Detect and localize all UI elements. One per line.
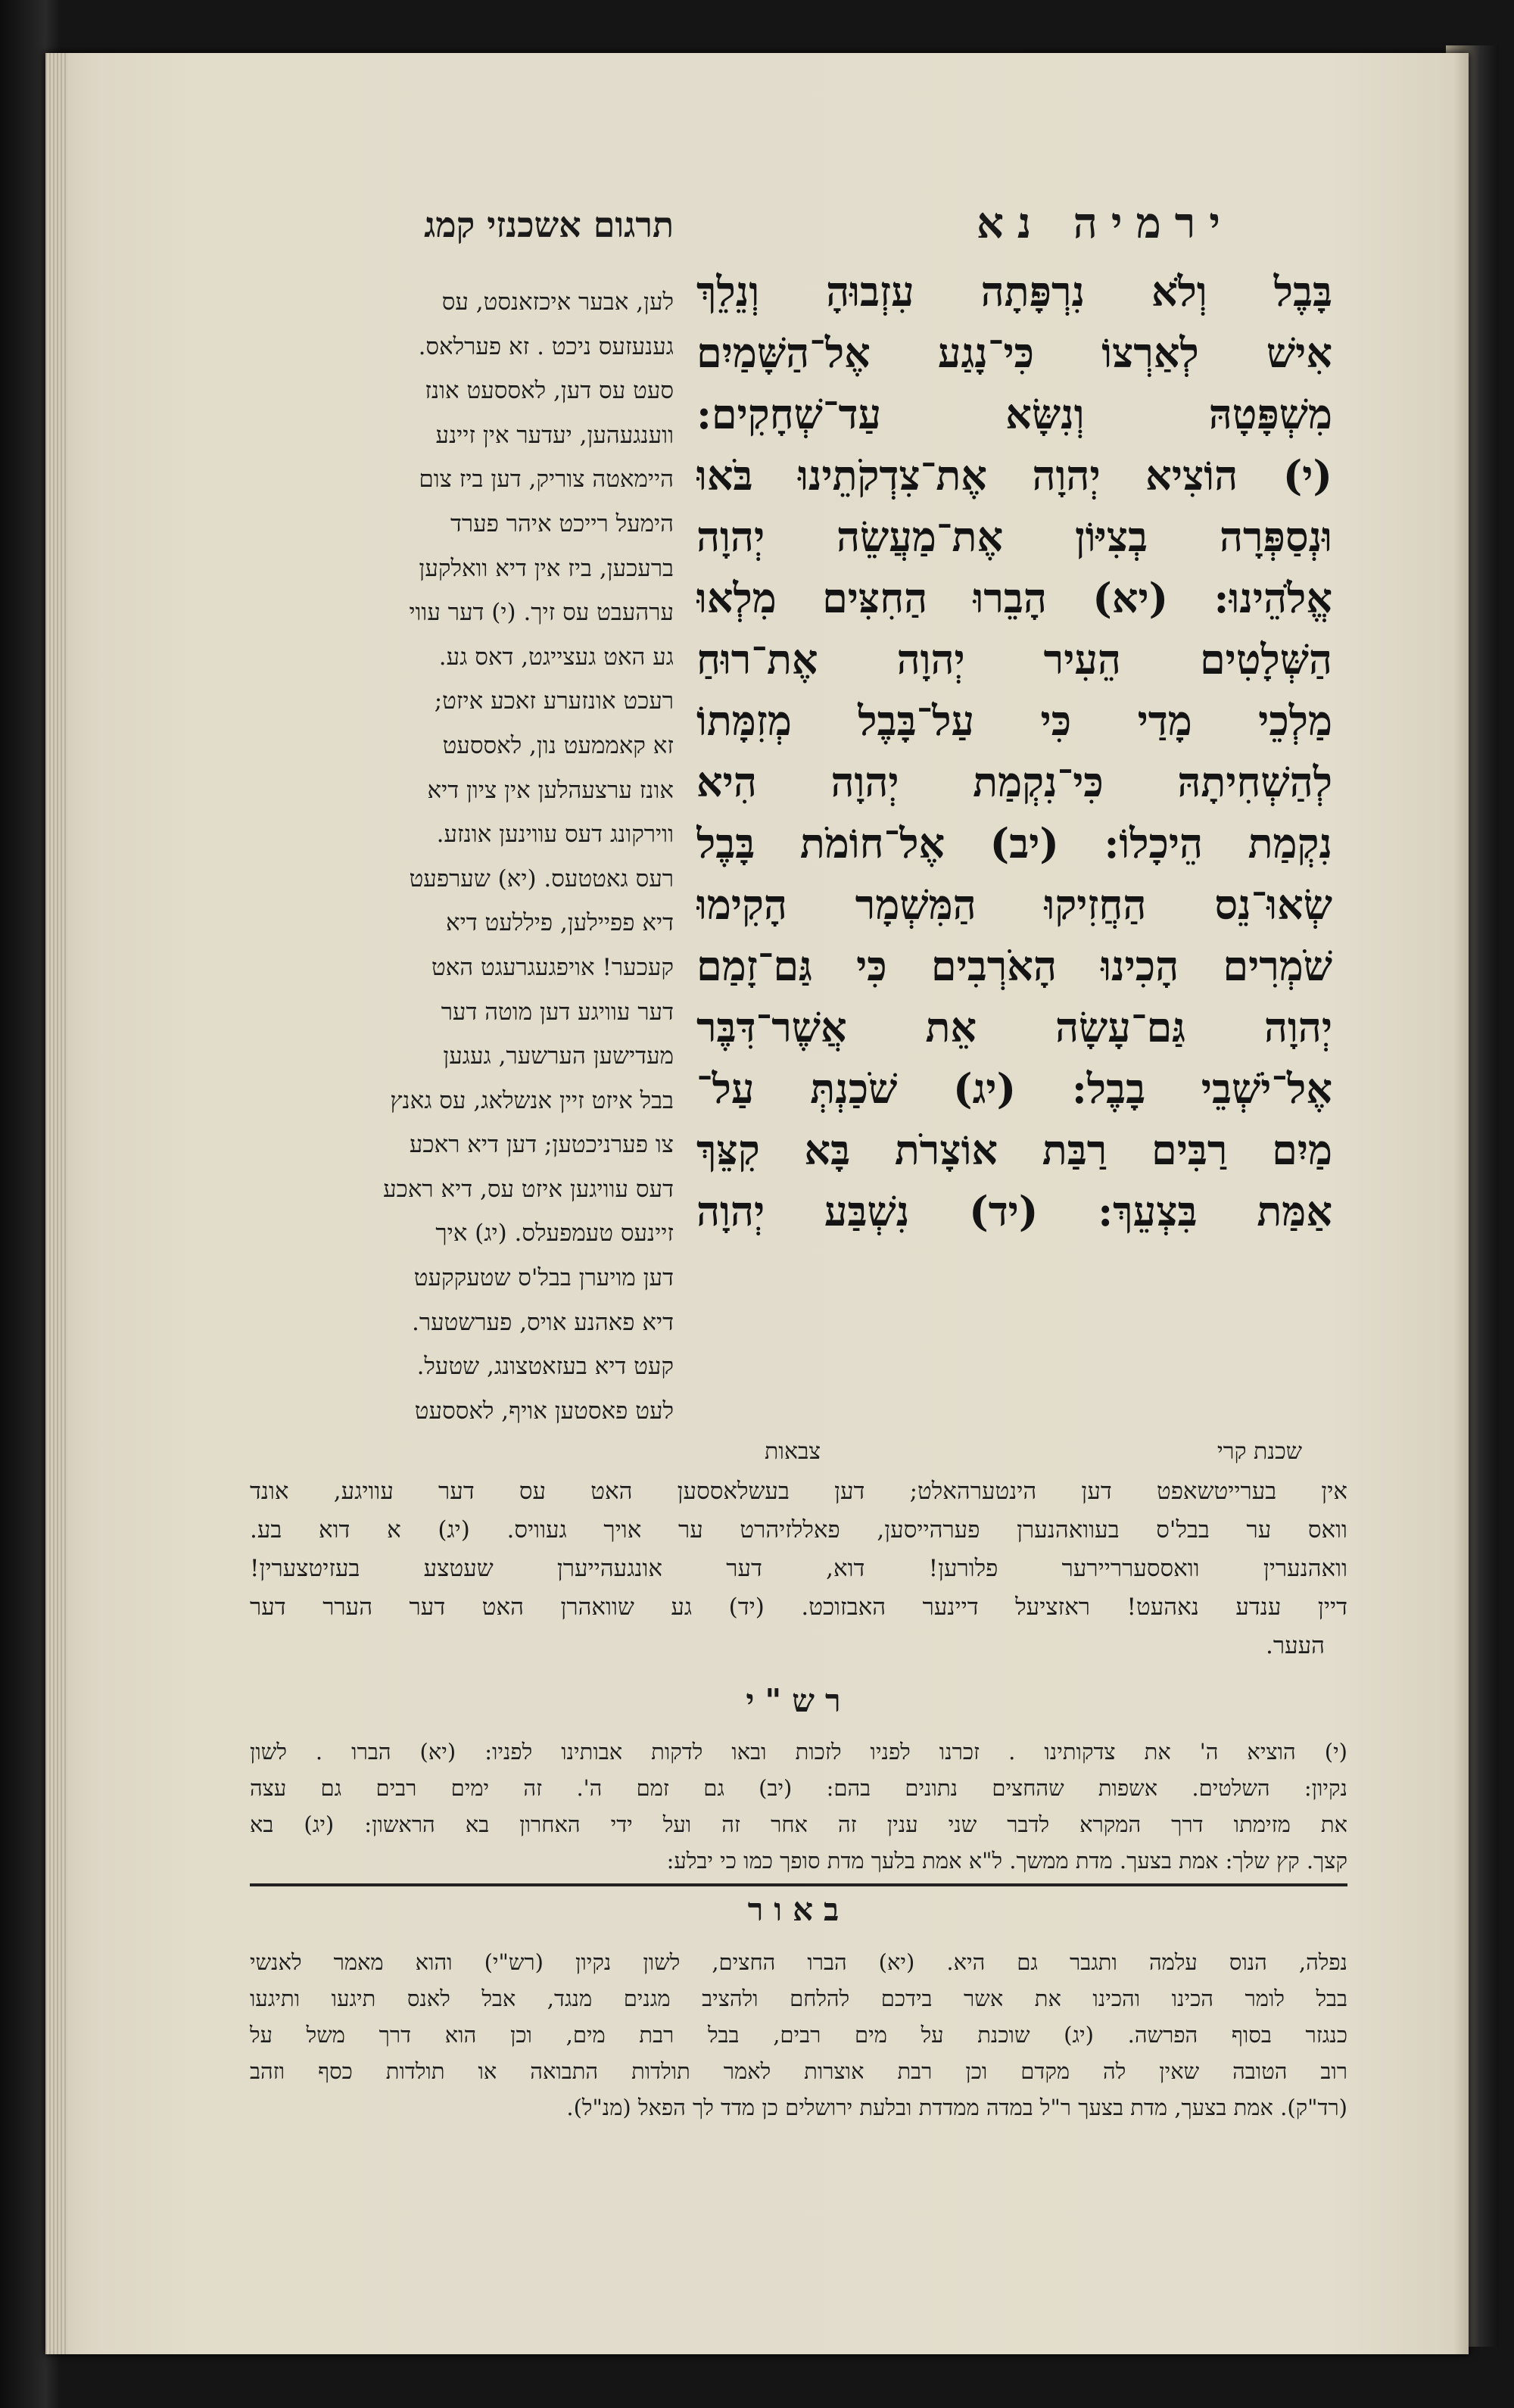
hebrew-verse-line: יְהוָה גַּם־עָשָׂה אֵת אֲשֶׁר־דִּבֶּר <box>696 1003 1332 1051</box>
commentary-line: נפלה, הנוס עלמה ותגבר גם היא. (יא) הברו החצים, לשון נקיון (רש"י) והוא מאמר לאנשי <box>250 1949 1347 1975</box>
rashi-commentary <box>250 1734 1347 1879</box>
translation-line: זיינעס טעמפעלס. (יג) איך <box>435 1220 674 1248</box>
translation-line: ווענגעהען, יעדער אין זיינע <box>435 421 674 449</box>
page-gutter <box>45 53 68 2354</box>
commentary-line: (רד"ק). אמת בצעך, מדת בצעך ר"ל במדה ממדדת ובלעת ירושלים כן מדד לך הפאל (מנ"ל). <box>566 2095 1347 2120</box>
translation-continuation <box>250 1472 1347 1665</box>
rashi-heading: רש"י <box>746 1682 852 1719</box>
translation-line: קעט דיא בעזאטצונג, שטעל. <box>416 1353 674 1381</box>
running-header-translation: תרגום אשכנזי קמג <box>424 204 674 245</box>
marginal-notes <box>696 1438 1332 1469</box>
translation-line: קעכער! אויפגעגרעגט האט <box>431 953 674 981</box>
hebrew-text-column <box>696 261 1332 1242</box>
commentary-line: נקיון: השלטים. אשפות שהחצים נתונים בהם: (יב) גם זמם ה'. זה ימים רבים גם עצה <box>250 1775 1347 1801</box>
running-header-book: ירמיה נא <box>977 198 1234 248</box>
translation-line: רעס גאטטעס. (יא) שערפעט <box>409 864 674 892</box>
translation-line: דיין ענדע נאהעט! ראזציעל דיינער האבזוכט. (יד) גע שוואהרן האט דער הערר דער <box>250 1593 1347 1621</box>
hebrew-verse-line: אֱלֹהֵינוּ: (יא) הָבֵרוּ הַחִצִּים מִלְאוּ <box>696 574 1332 622</box>
translation-line: ברעכען, ביז אין דיא וואלקען <box>419 554 674 582</box>
hebrew-verse-line: מַלְכֵי מָדַי כִּי עַל־בָּבֶל מְזִמָּתוֹ <box>696 696 1332 745</box>
translation-line: וואס ער בבל'ס בעוואהנערן פערהייסען, פאללזיהרט ער אויך געוויס. (יג) א דוא בע. <box>250 1516 1347 1544</box>
translation-line: ווירקונג דעס עווינען אונזע. <box>436 821 674 849</box>
commentary-line: בבל לומר הכינו והכינו את אשר בידכם להלחם ולהציב מגנים מנגד, אבל לאנס תיגעו ותיגעו <box>250 1986 1347 2011</box>
commentary-line: רוב הטובה שאין לה מקדם וכן רבת אוצרות לאמר תולדות התבואה או תולדות כסף וזהב <box>250 2058 1347 2084</box>
hebrew-verse-line: הַשְּׁלָטִים הֵעִיר יְהוָה אֶת־רוּחַ <box>696 635 1332 684</box>
hebrew-verse-line: וּנְסַפְּרָה בְצִיּוֹן אֶת־מַעֲשֵׂה יְהוָה <box>696 512 1332 561</box>
hebrew-verse-line: (י) הוֹצִיא יְהוָה אֶת־צִדְקֹתֵינוּ בֹּאוּ <box>696 451 1332 500</box>
translation-line: אונז ערצעהלען אין ציון דיא <box>427 776 674 804</box>
commentary-line: כנגזר בסוף הפרשה. (יג) שוכנת על מים רבים, בבל רבת מים, וכן הוא דרך משל על <box>250 2022 1347 2048</box>
translation-line: דער עוויגע דען מוטה דער <box>441 998 674 1026</box>
translation-line: ערהעבט עס זיך. (י) דער עווי <box>409 599 674 627</box>
biur-heading: באור <box>747 1891 850 1928</box>
hebrew-verse-line: נִקְמַת הֵיכָלוֹ: (יב) אֶל־חוֹמֹת בָּבֶל <box>696 819 1332 868</box>
translation-line: צו פערניכטען; דען דיא ראכע <box>409 1131 674 1159</box>
variant-note: צבאות <box>765 1438 821 1465</box>
biur-commentary <box>250 1944 1347 2126</box>
hebrew-verse-line: אַמַּת בִּצְעֵךְ: (יד) נִשְׁבַּע יְהוָה <box>696 1187 1332 1235</box>
translation-line: סעט עס דען, לאססעט אונז <box>425 377 674 405</box>
hebrew-verse-line: מִשְׁפָּטָהּ וְנִשָּׂא עַד־שְׁחָקִים: <box>696 390 1332 438</box>
translation-line: דיא פפיילען, פיללעט דיא <box>445 909 674 937</box>
commentary-line: (י) הוציא ה' את צדקותינו . זכרנו לפניו לזכות ובאו לדקות אבותינו לפניו: (יא) הברו . לשון <box>250 1739 1347 1765</box>
hebrew-verse-line: שְׂאוּ־נֵס הַחֲזִיקוּ הַמִּשְׁמָר הָקִימוּ <box>696 880 1332 929</box>
translation-line: היימאטה צוריק, דען ביז צום <box>419 466 674 494</box>
hebrew-verse-line: לְהַשְׁחִיתָהּ כִּי־נִקְמַת יְהוָה הִיא <box>696 758 1332 806</box>
translation-line: בבל איזט זיין אנשלאג, עס גאנץ <box>390 1086 674 1114</box>
hebrew-verse-line: אֶל־יֹשְׁבֵי בָבֶל: (יג) שֹׁכַנְתְּ עַל־ <box>696 1064 1332 1113</box>
translation-line: הימעל רייכט איהר פערד <box>450 509 674 537</box>
translation-line: רעכט אונזערע זאכע איזט; <box>434 687 674 715</box>
commentary-line: קצך. קץ שלך: אמת בצעך. מדת ממשך. ל"א אמת בלעך מדת סופך כמו כי יבלע: <box>666 1848 1347 1874</box>
translation-line: לעט פאסטען אויף, לאססעט <box>414 1397 674 1425</box>
translation-line: זא קאממעט נון, לאססעט <box>442 731 674 759</box>
translation-line: אין בערייטשאפט דען הינטערהאלט; דען בעשלאססען האט עס דער עוויגע, אונד <box>250 1478 1347 1505</box>
hebrew-verse-line: שֹׁמְרִים הָכִינוּ הָאֹרְבִים כִּי גַּם־זָמַם <box>696 942 1332 990</box>
hebrew-verse-line: אִישׁ לְאַרְצוֹ כִּי־נָגַע אֶל־הַשָּׁמַיִם <box>696 329 1332 377</box>
translation-line: וואהנערין וואססערריירער פלורען! דוא, דער אונגעהייערן שעטצע בעזיטצערין! <box>250 1555 1347 1582</box>
section-divider <box>250 1883 1347 1886</box>
hebrew-verse-line: מַיִם רַבִּים רַבַּת אוֹצָרֹת בָּא קִצֵּךְ <box>696 1126 1332 1174</box>
translation-line: דיא פאהנע אויס, פערשטער. <box>412 1308 674 1336</box>
translation-line: דעס עוויגען איזט עס, דיא ראכע <box>383 1175 674 1203</box>
translation-line: דען מויערן בבל'ס שטעקקעט <box>413 1264 674 1292</box>
translation-line: העער. <box>1266 1632 1325 1659</box>
translation-line: גענעזעס ניכט . זא פערלאס. <box>418 332 674 360</box>
commentary-line: את מזימתו דרך המקרא לדבר שני ענין זה אחר זה ועל ידי האחרון בא הראשון: (יג) בא <box>250 1811 1347 1837</box>
translation-line: גע האט געצייגט, דאס גע. <box>438 643 674 671</box>
translation-line: מעדישען הערשער, געגען <box>443 1042 674 1070</box>
hebrew-verse-line: בָּבֶל וְלֹא נִרְפָּתָה עִזְבוּהָ וְנֵלֵךְ <box>696 267 1332 316</box>
german-translation-column <box>250 280 674 1433</box>
ketiv-qere-note: שכנת קרי <box>1216 1438 1302 1465</box>
translation-line: לען, אבער איכזאנסט, עס <box>441 288 674 316</box>
